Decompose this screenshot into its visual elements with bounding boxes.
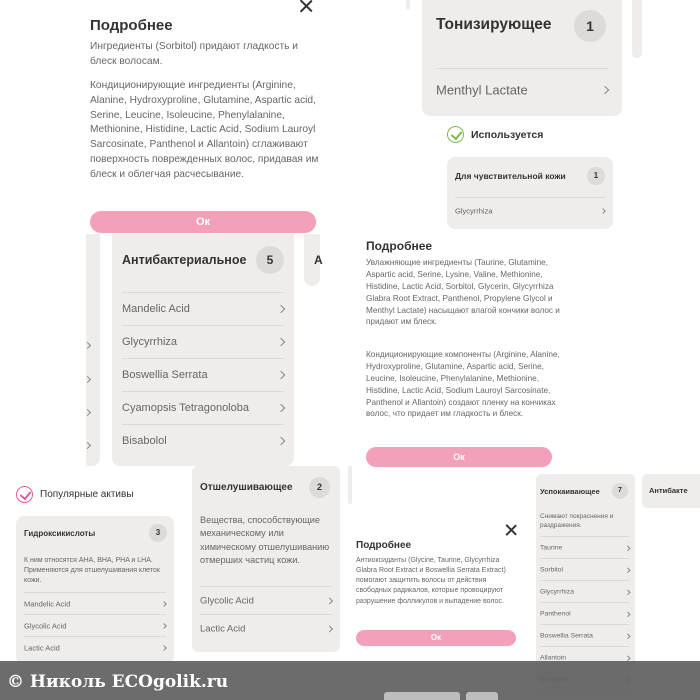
- check-icon: [16, 486, 33, 503]
- count-badge: 1: [574, 10, 606, 42]
- category-card-hydroxy[interactable]: [16, 516, 174, 664]
- chevron-right-icon: [161, 645, 167, 651]
- chevron-right-icon: [277, 305, 285, 313]
- ok-button[interactable]: Ок: [356, 630, 516, 646]
- details-popup-1: [78, 0, 330, 232]
- chevron-right-icon: [277, 404, 285, 412]
- list-item[interactable]: Glycolic Acid: [200, 586, 332, 614]
- list-item[interactable]: Glycyrrhiza: [540, 580, 629, 602]
- category-card-partial[interactable]: [304, 234, 323, 286]
- count-badge: 3: [149, 524, 167, 542]
- list-item[interactable]: Glycyrrhiza: [455, 197, 605, 223]
- chevron-right-icon: [161, 601, 167, 607]
- category-title: Тонизирующее: [436, 16, 552, 33]
- list-item[interactable]: Glycyrrhiza: [122, 325, 284, 358]
- chevron-right-icon: [277, 371, 285, 379]
- category-title: Гидроксикислоты: [24, 529, 96, 538]
- popup-title: Подробнее: [90, 17, 173, 34]
- category-card-toning[interactable]: [422, 0, 622, 116]
- list-item[interactable]: Sorbitol: [540, 558, 629, 580]
- category-title: Успокаивающее: [540, 487, 600, 496]
- list-item[interactable]: Panthenol: [540, 602, 629, 624]
- details-popup-2: [354, 232, 564, 472]
- popup-title: Подробнее: [366, 239, 433, 253]
- chevron-right-icon: [625, 567, 630, 572]
- category-title-partial: Антибакте: [649, 486, 688, 495]
- list-item[interactable]: Taurine: [540, 536, 629, 558]
- popup-text-1: Ингредиенты (Sorbitol) придают гладкость и блеск волосам.: [90, 41, 298, 67]
- popup-text-2: Кондиционирующие компоненты (Arginine, Alanine, Hydroxyproline, Glutamine, Aspartic acid, Serine, Leucine, Isoleucine, Phenylalanine, Methionine, Histidine, Lactic Acid, Sodium Lauroyl Sarcosinate, Panthenol и Allantoin) создают пленку на кончиках волос, что придает им гладкость и блеск.: [366, 350, 560, 419]
- category-title: Антибактериальное: [122, 253, 247, 267]
- ok-button[interactable]: Ок: [366, 447, 552, 467]
- list-item[interactable]: Cyamopsis Tetragonoloba: [122, 391, 284, 424]
- close-icon[interactable]: [299, 0, 313, 14]
- chevron-right-icon: [625, 589, 630, 594]
- list-item[interactable]: Mandelic Acid: [24, 592, 166, 614]
- count-badge: 7: [612, 483, 628, 499]
- chevron-right-icon: [625, 655, 630, 660]
- chevron-right-icon: [277, 437, 285, 445]
- chevron-right-icon: [601, 85, 609, 93]
- popular-label: Популярные активы: [40, 489, 134, 500]
- chevron-right-icon: [625, 633, 630, 638]
- chevron-right-icon: [277, 338, 285, 346]
- list-item[interactable]: Menthyl Lactate: [436, 68, 608, 110]
- bottom-peek: [384, 692, 460, 700]
- card-edge: [86, 234, 100, 466]
- close-icon[interactable]: [505, 523, 516, 537]
- list-item[interactable]: Glycolic Acid: [24, 614, 166, 636]
- watermark-text: © Николь ECOgolik.ru: [7, 672, 229, 692]
- chevron-right-icon: [161, 623, 167, 629]
- chevron-right-icon: [625, 545, 630, 550]
- category-title-partial: А: [314, 253, 323, 267]
- chevron-right-icon: [600, 208, 606, 214]
- popup-text-2: Кондиционирующие ингредиенты (Arginine, Alanine, Hydroxyproline, Glutamine, Aspartic acid, Serine, Leucine, Isoleucine, Phenylalanine, Methionine, Histidine, Lactic Acid, Sodium Lauroyl Sarcosinate, Panthenol и Allantoin) сглаживают поверхность поврежденных волос, придавая им блеск и облегчая расчесывание.: [90, 80, 319, 180]
- popup-text-1: Увлажняющие ингредиенты (Taurine, Glutamine, Aspartic acid, Serine, Lysine, Valine, Methionine, Histidine, Lactic Acid, Sorbitol, Glycerin, Glycyrrhiza Glabra Root Extract, Panthenol, Propylene Glycol и Menthyl Lactate) насыщают влагой кончики волос и придают им блеск.: [366, 258, 560, 327]
- count-badge: 1: [587, 167, 605, 185]
- category-description: К ним относятся AHA, BHA, PHA и LHA. Применяются для отшелушивания клеток кожи.: [24, 557, 160, 585]
- used-label: Используется: [471, 129, 544, 141]
- popup-text: Антиоксиданты (Glycine, Taurine, Glycyrrhiza Glabra Root Extract и Boswellia Serrata Extract) помогают защитить волосы от действия свободных радикалов, которые провоцируют разрушение фолликулов и выпадение волос.: [356, 557, 506, 605]
- card-edge: [632, 0, 642, 58]
- ok-button[interactable]: Ок: [90, 211, 316, 233]
- category-card-antibacterial[interactable]: [112, 234, 294, 466]
- category-title: Отшелушивающее: [200, 482, 293, 493]
- check-icon: [447, 126, 464, 143]
- chevron-right-icon: [326, 625, 333, 632]
- count-badge: 2: [309, 477, 330, 498]
- list-item[interactable]: Boswellia Serrata: [122, 358, 284, 391]
- list-item[interactable]: Mandelic Acid: [122, 292, 284, 325]
- category-card-sensitive[interactable]: [447, 157, 613, 229]
- popup-title: Подробнее: [356, 540, 412, 551]
- category-card-exfoliating[interactable]: [192, 466, 340, 652]
- details-popup-3: [346, 516, 526, 656]
- list-item[interactable]: Bisabolol: [122, 424, 284, 457]
- card-edge: [406, 0, 410, 10]
- list-item[interactable]: Allantoin: [540, 646, 629, 668]
- list-item[interactable]: Lactic Acid: [24, 636, 166, 658]
- list-item[interactable]: Boswellia Serrata: [540, 624, 629, 646]
- count-badge: 5: [256, 246, 284, 274]
- category-description: Вещества, способствующие механическому или химическому отшелушиванию отмерших частиц кожи.: [200, 515, 330, 566]
- list-item[interactable]: Lactic Acid: [200, 614, 332, 642]
- bottom-peek: [466, 692, 498, 700]
- category-title: Для чувствительной кожи: [455, 171, 566, 181]
- chevron-right-icon: [625, 611, 630, 616]
- card-edge: [348, 466, 352, 504]
- category-description: Снимают покраснения и раздражения.: [540, 513, 614, 530]
- category-card-partial[interactable]: [642, 474, 700, 508]
- chevron-right-icon: [326, 597, 333, 604]
